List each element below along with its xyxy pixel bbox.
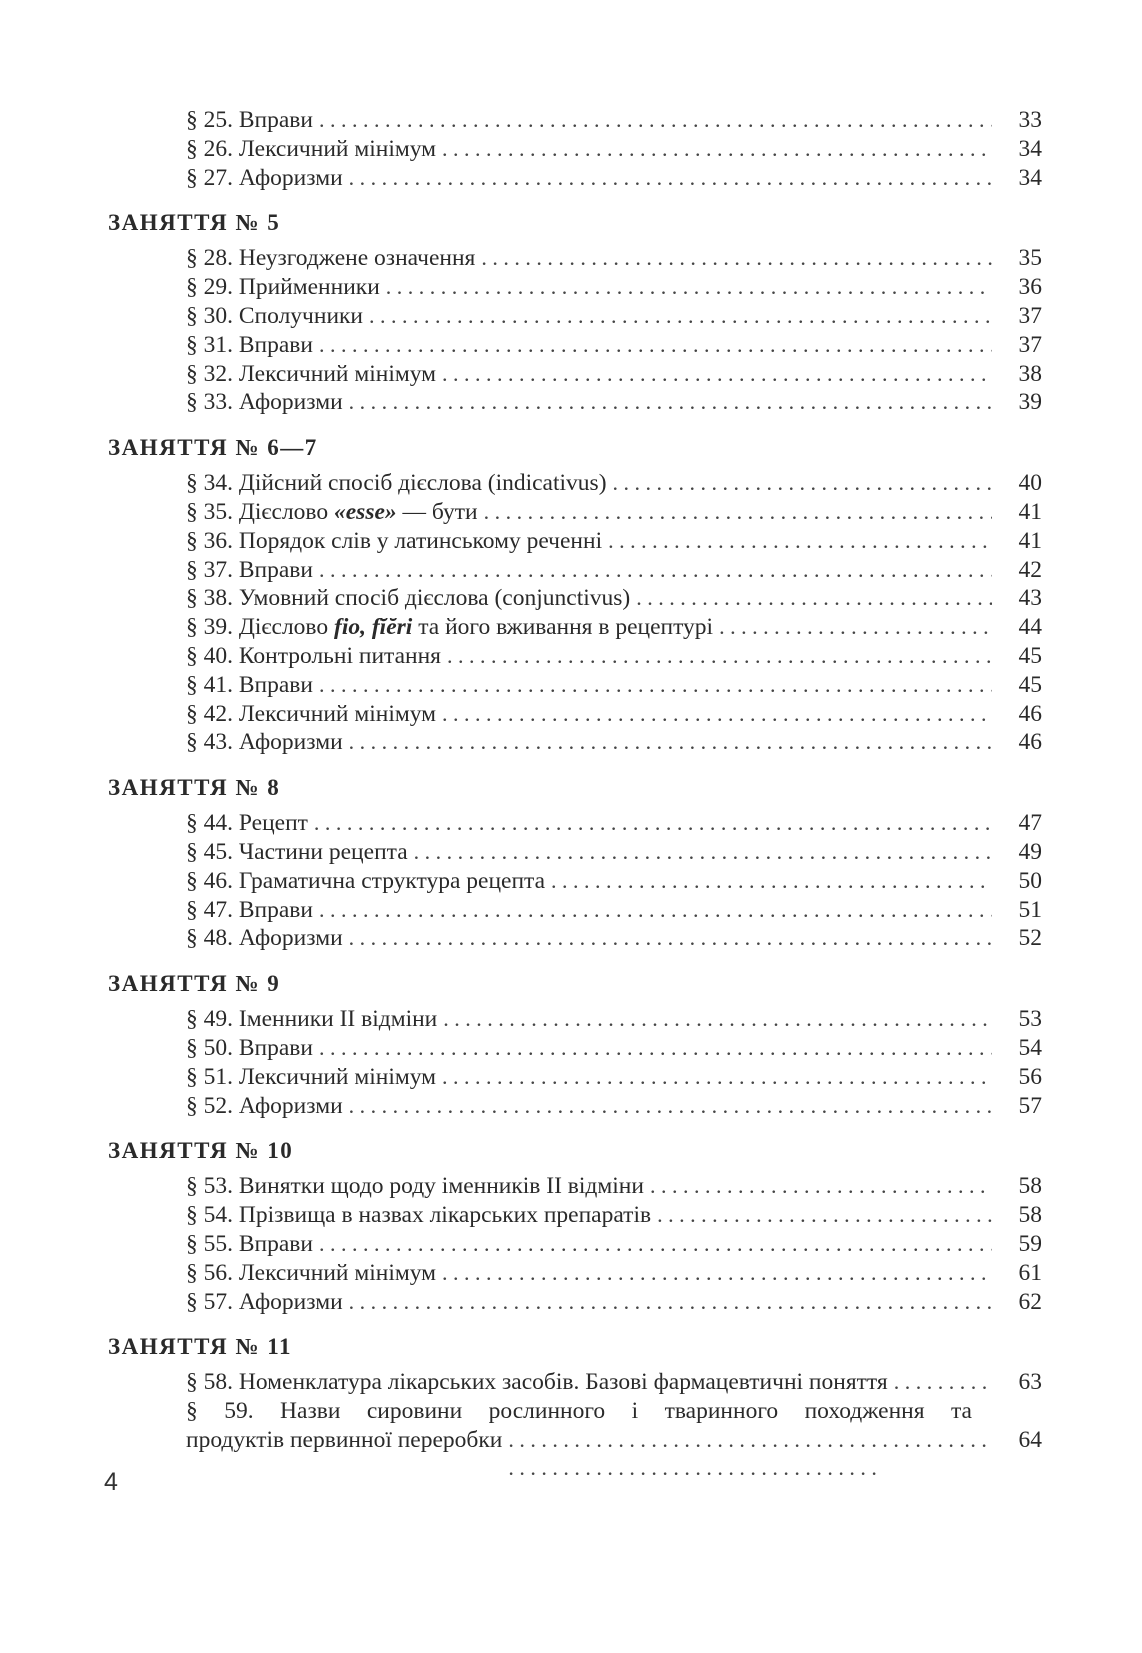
toc-entry-title: § 33. Афоризми bbox=[186, 389, 343, 416]
toc-entry[interactable] bbox=[186, 924, 1042, 953]
toc-entry[interactable] bbox=[186, 498, 1042, 527]
leader-dots bbox=[442, 1259, 992, 1288]
toc-entry-page: 58 bbox=[1018, 1173, 1042, 1200]
toc-entry[interactable] bbox=[186, 164, 1042, 193]
toc-entry-title: § 43. Афоризми bbox=[186, 729, 343, 756]
leader-dots bbox=[636, 584, 992, 613]
toc-entry[interactable] bbox=[186, 613, 1042, 642]
toc-entry-page: 53 bbox=[1018, 1006, 1042, 1033]
leader-dots bbox=[349, 1288, 992, 1317]
toc-entry-title: § 50. Вправи bbox=[186, 1034, 313, 1061]
toc-entry-page: 57 bbox=[1018, 1092, 1042, 1119]
toc-entry-page: 41 bbox=[1018, 498, 1042, 525]
toc-entry[interactable] bbox=[186, 584, 1042, 613]
toc-entry-title: § 36. Порядок слів у латинському реченні bbox=[186, 527, 603, 554]
lesson-heading: ЗАНЯТТЯ № 5 bbox=[108, 210, 281, 236]
lesson-heading: ЗАНЯТТЯ № 11 bbox=[108, 1334, 293, 1360]
toc-entry[interactable] bbox=[186, 527, 1042, 556]
toc-entry-page: 37 bbox=[1018, 331, 1042, 358]
leader-dots bbox=[349, 924, 992, 953]
toc-entry-page: 44 bbox=[1018, 614, 1042, 641]
toc-entry-title: § 48. Афоризми bbox=[186, 925, 343, 952]
toc-entry-page: 51 bbox=[1018, 896, 1042, 923]
lesson-heading: ЗАНЯТТЯ № 6—7 bbox=[108, 435, 318, 461]
toc-entry-page: 33 bbox=[1018, 107, 1042, 133]
leader-dots bbox=[508, 1426, 992, 1483]
toc-entry-title: § 42. Лексичний мінімум bbox=[186, 700, 437, 727]
toc-entry-title-part: та його вживання в рецептурі bbox=[412, 614, 714, 641]
toc-entry[interactable] bbox=[186, 838, 1042, 867]
toc-entry[interactable] bbox=[186, 1201, 1042, 1230]
toc-entry-title: § 54. Прізвища в назвах лікарських препаратів bbox=[186, 1202, 652, 1229]
leader-dots bbox=[319, 671, 992, 700]
toc-entry[interactable] bbox=[186, 1230, 1042, 1259]
leader-dots bbox=[349, 164, 992, 193]
toc-entry[interactable] bbox=[186, 1368, 1042, 1397]
toc-entry-page: 43 bbox=[1018, 585, 1042, 612]
toc-entry-title-line2: продуктів первинної переробки bbox=[186, 1426, 503, 1453]
leader-dots bbox=[319, 556, 992, 585]
toc-entry-page: 46 bbox=[1018, 700, 1042, 727]
toc-group-continued bbox=[108, 106, 1042, 192]
toc-entry[interactable] bbox=[186, 388, 1042, 417]
toc-entry[interactable] bbox=[186, 1005, 1042, 1034]
toc-entry-page: 45 bbox=[1018, 671, 1042, 698]
toc-entry-title: § 40. Контрольні питання bbox=[186, 642, 441, 669]
toc-entry-page: 61 bbox=[1018, 1259, 1042, 1286]
toc-entry-title: § 51. Лексичний мінімум bbox=[186, 1063, 437, 1090]
page-number: 4 bbox=[104, 1468, 118, 1496]
toc-group-lesson-6-7 bbox=[108, 433, 1042, 757]
toc-entry-title bbox=[186, 613, 719, 642]
toc-entry[interactable] bbox=[186, 302, 1042, 331]
leader-dots bbox=[650, 1172, 992, 1201]
toc-entry-page: 45 bbox=[1018, 642, 1042, 669]
toc-entry[interactable] bbox=[186, 469, 1042, 498]
toc-entry-page: 50 bbox=[1018, 867, 1042, 894]
toc-entry-title: § 26. Лексичний мінімум bbox=[186, 135, 437, 162]
toc-entry-page: 63 bbox=[1018, 1369, 1042, 1396]
toc-entry[interactable] bbox=[186, 360, 1042, 389]
toc-entry-page: 47 bbox=[1018, 810, 1042, 837]
toc-entry[interactable] bbox=[186, 273, 1042, 302]
leader-dots bbox=[481, 244, 992, 273]
leader-dots bbox=[319, 1230, 992, 1259]
toc-entry-title bbox=[186, 498, 484, 527]
toc-entry-page: 46 bbox=[1018, 729, 1042, 756]
toc-entry[interactable] bbox=[186, 700, 1042, 729]
leader-dots bbox=[319, 1034, 992, 1063]
leader-dots bbox=[349, 728, 992, 757]
toc-entry[interactable] bbox=[186, 809, 1042, 838]
leader-dots bbox=[442, 700, 992, 729]
leader-dots bbox=[442, 135, 992, 164]
toc-entry-title: § 28. Неузгоджене означення bbox=[186, 245, 476, 272]
leader-dots bbox=[442, 1063, 992, 1092]
toc-entry-title: § 27. Афоризми bbox=[186, 164, 343, 191]
leader-dots bbox=[314, 809, 992, 838]
toc-entry-line2 bbox=[186, 1426, 1042, 1483]
leader-dots bbox=[319, 106, 992, 135]
lesson-heading: ЗАНЯТТЯ № 10 bbox=[108, 1138, 294, 1164]
toc-entry-title: § 29. Прийменники bbox=[186, 274, 380, 301]
toc-group-lesson-8 bbox=[108, 773, 1042, 953]
toc-entry[interactable] bbox=[186, 867, 1042, 896]
toc-group-lesson-5 bbox=[108, 208, 1042, 417]
toc-entry-page: 64 bbox=[1018, 1426, 1042, 1453]
toc-group-lesson-11 bbox=[108, 1332, 1042, 1482]
toc-entry-title: § 45. Частини рецепта bbox=[186, 838, 408, 865]
toc-entry-page: 40 bbox=[1018, 470, 1042, 497]
toc-entry-title-part: § 39. Дієслово bbox=[186, 614, 334, 641]
toc-entry[interactable] bbox=[186, 642, 1042, 671]
toc-entry-page: 62 bbox=[1018, 1288, 1042, 1315]
toc-entry[interactable] bbox=[186, 331, 1042, 360]
toc-entry[interactable] bbox=[186, 1092, 1042, 1121]
toc-entry-title: § 31. Вправи bbox=[186, 331, 313, 358]
toc-entry[interactable] bbox=[186, 671, 1042, 700]
toc-entry[interactable] bbox=[186, 244, 1042, 273]
toc-entry-title-emphasis: fio, fĭĕri bbox=[334, 614, 413, 641]
toc-entry-page: 35 bbox=[1018, 245, 1042, 272]
toc-entry[interactable] bbox=[186, 1288, 1042, 1317]
leader-dots bbox=[608, 527, 992, 556]
toc-entry-title: § 30. Сполучники bbox=[186, 302, 364, 329]
toc-entry-title: § 25. Вправи bbox=[186, 107, 313, 133]
table-of-contents bbox=[108, 106, 1042, 1483]
toc-entry-page: 54 bbox=[1018, 1034, 1042, 1061]
leader-dots bbox=[657, 1201, 992, 1230]
toc-entry[interactable] bbox=[186, 106, 1042, 135]
leader-dots bbox=[442, 360, 992, 389]
toc-entry-page: 39 bbox=[1018, 389, 1042, 416]
leader-dots bbox=[349, 388, 992, 417]
toc-entry-page: 38 bbox=[1018, 360, 1042, 387]
toc-entry[interactable] bbox=[186, 1063, 1042, 1092]
leader-dots bbox=[414, 838, 992, 867]
toc-group-lesson-10 bbox=[108, 1136, 1042, 1316]
toc-entry-page: 49 bbox=[1018, 838, 1042, 865]
toc-entry-page: 59 bbox=[1018, 1230, 1042, 1257]
toc-entry-page: 58 bbox=[1018, 1202, 1042, 1229]
leader-dots bbox=[386, 273, 992, 302]
leader-dots bbox=[894, 1368, 992, 1397]
leader-dots bbox=[319, 331, 992, 360]
toc-entry-title-line1: § 59. Назви сировини рослинного і тваринного походження та bbox=[186, 1398, 972, 1425]
toc-entry-title-emphasis: «esse» bbox=[334, 498, 397, 525]
toc-entry-page: 34 bbox=[1018, 164, 1042, 191]
toc-entry[interactable] bbox=[186, 1172, 1042, 1201]
leader-dots bbox=[484, 498, 992, 527]
toc-entry-page: 41 bbox=[1018, 527, 1042, 554]
leader-dots bbox=[319, 896, 992, 925]
toc-entry[interactable] bbox=[186, 728, 1042, 757]
toc-entry-page: 36 bbox=[1018, 274, 1042, 301]
toc-entry-page: 52 bbox=[1018, 925, 1042, 952]
toc-entry[interactable] bbox=[186, 1034, 1042, 1063]
toc-entry[interactable] bbox=[186, 135, 1042, 164]
toc-entry-title-part: — бути bbox=[396, 498, 478, 525]
leader-dots bbox=[447, 642, 992, 671]
lesson-heading: ЗАНЯТТЯ № 9 bbox=[108, 971, 281, 997]
leader-dots bbox=[349, 1092, 992, 1121]
toc-entry-title: § 41. Вправи bbox=[186, 671, 313, 698]
toc-entry-page: 56 bbox=[1018, 1063, 1042, 1090]
toc-entry-title: § 52. Афоризми bbox=[186, 1092, 343, 1119]
leader-dots bbox=[613, 469, 992, 498]
toc-entry-title: § 32. Лексичний мінімум bbox=[186, 360, 437, 387]
toc-entry-title: § 56. Лексичний мінімум bbox=[186, 1259, 437, 1286]
toc-entry[interactable] bbox=[186, 896, 1042, 925]
toc-entry[interactable] bbox=[186, 1397, 1042, 1483]
toc-entry-title: § 37. Вправи bbox=[186, 556, 313, 583]
toc-entry[interactable] bbox=[186, 1259, 1042, 1288]
leader-dots bbox=[369, 302, 992, 331]
toc-entry[interactable] bbox=[186, 556, 1042, 585]
toc-entry-title: § 55. Вправи bbox=[186, 1230, 313, 1257]
toc-entry-title: § 58. Номенклатура лікарських засобів. Базові фармацевтичні поняття bbox=[186, 1369, 888, 1396]
toc-entry-title: § 57. Афоризми bbox=[186, 1288, 343, 1315]
toc-entry-title: § 47. Вправи bbox=[186, 896, 313, 923]
toc-entry-title: § 38. Умовний спосіб дієслова (conjunctivus) bbox=[186, 585, 631, 612]
toc-entry-page: 34 bbox=[1018, 135, 1042, 162]
toc-entry-title: § 49. Іменники II відміни bbox=[186, 1006, 438, 1033]
toc-entry-title: § 34. Дійсний спосіб дієслова (indicativus) bbox=[186, 470, 607, 497]
leader-dots bbox=[719, 613, 992, 642]
leader-dots bbox=[551, 867, 992, 896]
toc-entry-title: § 44. Рецепт bbox=[186, 810, 308, 837]
toc-entry-page: 42 bbox=[1018, 556, 1042, 583]
toc-group-lesson-9 bbox=[108, 969, 1042, 1120]
toc-entry-page: 37 bbox=[1018, 302, 1042, 329]
lesson-heading: ЗАНЯТТЯ № 8 bbox=[108, 775, 281, 801]
toc-entry-title: § 46. Граматична структура рецепта bbox=[186, 867, 546, 894]
toc-entry-title-part: § 35. Дієслово bbox=[186, 498, 334, 525]
toc-entry-title: § 53. Винятки щодо роду іменників II відміни bbox=[186, 1173, 644, 1200]
leader-dots bbox=[443, 1005, 992, 1034]
